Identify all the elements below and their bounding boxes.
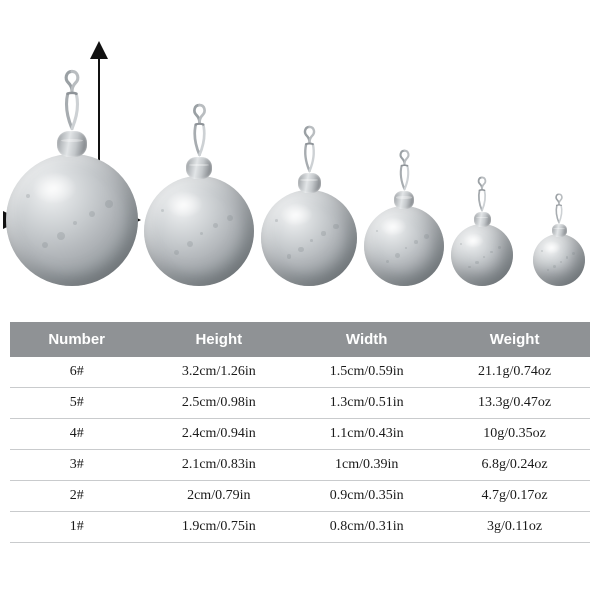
ball-texture-speck <box>42 242 48 248</box>
ball-texture-speck <box>89 211 95 217</box>
wire-clip-icon <box>395 149 414 191</box>
ball-texture-speck <box>376 230 378 232</box>
ball-highlight <box>463 233 484 248</box>
ball-texture-speck <box>414 240 418 244</box>
sinker-body <box>451 176 513 286</box>
ball-texture-speck <box>161 209 164 212</box>
wire-clip-icon <box>188 103 211 157</box>
ball-texture-speck <box>213 223 218 228</box>
sinker-body <box>529 193 589 286</box>
cell-height: 2.1cm/0.83in <box>143 450 294 481</box>
ball-texture-speck <box>395 253 400 258</box>
ball-texture-speck <box>298 247 304 253</box>
cell-number: 4# <box>10 419 143 450</box>
ball-texture-speck <box>200 232 203 235</box>
table-header-row <box>10 322 590 357</box>
cell-number: 3# <box>10 450 143 481</box>
ball-texture-speck <box>424 234 429 239</box>
ball-texture-speck <box>321 231 325 235</box>
ball-texture-speck <box>105 200 113 208</box>
ball-highlight <box>280 203 313 226</box>
ball-texture-speck <box>498 246 502 250</box>
sinker-4 <box>261 125 357 286</box>
cell-width: 0.9cm/0.35in <box>294 481 439 512</box>
ball-texture-speck <box>287 254 291 258</box>
cell-weight: 10g/0.35oz <box>439 419 590 450</box>
cell-weight: 3g/0.11oz <box>439 512 590 543</box>
lead-ball <box>533 234 585 286</box>
sinker-5 <box>144 103 254 286</box>
wire-clip-icon <box>299 125 320 173</box>
cell-width: 1cm/0.39in <box>294 450 439 481</box>
sinker-6 <box>6 69 138 286</box>
ball-texture-speck <box>490 251 493 254</box>
ball-texture-speck <box>333 224 339 230</box>
swivel-barrel <box>57 131 87 157</box>
ball-texture-speck <box>475 261 479 265</box>
cell-height: 2cm/0.79in <box>143 481 294 512</box>
cell-weight: 13.3g/0.47oz <box>439 388 590 419</box>
ball-texture-speck <box>227 215 234 222</box>
lead-ball <box>451 224 513 286</box>
table-row <box>10 481 590 512</box>
ball-texture-speck <box>174 250 179 255</box>
swivel-barrel <box>474 212 491 227</box>
lead-ball <box>364 206 444 286</box>
wire-clip-icon <box>552 193 566 224</box>
spec-table-body <box>10 357 590 543</box>
cell-weight: 21.1g/0.74oz <box>439 357 590 388</box>
cell-width: 1.3cm/0.51in <box>294 388 439 419</box>
sinker-3 <box>364 149 444 286</box>
cell-weight: 4.7g/0.17oz <box>439 481 590 512</box>
cell-width: 1.1cm/0.43in <box>294 419 439 450</box>
cell-height: 1.9cm/0.75in <box>143 512 294 543</box>
cell-height: 2.4cm/0.94in <box>143 419 294 450</box>
table-row <box>10 512 590 543</box>
cell-number: 5# <box>10 388 143 419</box>
wire-clip-icon <box>474 176 490 212</box>
ball-texture-speck <box>566 256 568 258</box>
swivel-barrel <box>394 191 414 209</box>
swivel-barrel <box>186 157 212 179</box>
table-row <box>10 388 590 419</box>
cell-weight: 6.8g/0.24oz <box>439 450 590 481</box>
ball-texture-speck <box>187 241 194 248</box>
ball-texture-speck <box>560 261 562 263</box>
ball-highlight <box>543 241 561 253</box>
sinker-body <box>144 103 254 286</box>
ball-texture-speck <box>553 265 556 268</box>
sinker-body <box>261 125 357 286</box>
cell-height: 2.5cm/0.98in <box>143 388 294 419</box>
ball-texture-speck <box>468 266 471 269</box>
table-row <box>10 357 590 388</box>
sinker-1 <box>529 193 589 286</box>
cell-number: 6# <box>10 357 143 388</box>
wire-clip-icon <box>59 69 85 131</box>
header-width: Width <box>294 322 439 357</box>
cell-width: 0.8cm/0.31in <box>294 512 439 543</box>
lead-ball <box>261 190 357 286</box>
sinker-2 <box>451 176 513 286</box>
header-weight: Weight <box>439 322 590 357</box>
sinker-body <box>364 149 444 286</box>
ball-highlight <box>166 191 203 217</box>
table-row <box>10 450 590 481</box>
ball-highlight <box>380 217 407 236</box>
spec-table-head <box>10 322 590 357</box>
header-height: Height <box>143 322 294 357</box>
ball-texture-speck <box>483 256 485 258</box>
cell-number: 1# <box>10 512 143 543</box>
ball-texture-speck <box>386 260 390 264</box>
spec-table-wrapper <box>10 322 590 543</box>
swivel-barrel <box>552 224 567 237</box>
ball-texture-speck <box>541 250 543 252</box>
sinker-body <box>6 69 138 286</box>
swivel-barrel <box>298 173 321 193</box>
table-row <box>10 419 590 450</box>
ball-highlight <box>32 172 77 204</box>
cell-number: 2# <box>10 481 143 512</box>
lead-ball <box>6 154 138 286</box>
ball-texture-speck <box>26 194 30 198</box>
cell-height: 3.2cm/1.26in <box>143 357 294 388</box>
header-number: Number <box>10 322 143 357</box>
ball-texture-speck <box>275 219 278 222</box>
ball-texture-speck <box>460 243 462 245</box>
lead-ball <box>144 176 254 286</box>
ball-texture-speck <box>547 269 549 271</box>
ball-texture-speck <box>405 247 407 249</box>
cell-width: 1.5cm/0.59in <box>294 357 439 388</box>
ball-texture-speck <box>310 239 313 242</box>
spec-table <box>10 322 590 543</box>
ball-texture-speck <box>57 232 65 240</box>
ball-texture-speck <box>73 221 77 225</box>
ball-texture-speck <box>572 252 575 255</box>
